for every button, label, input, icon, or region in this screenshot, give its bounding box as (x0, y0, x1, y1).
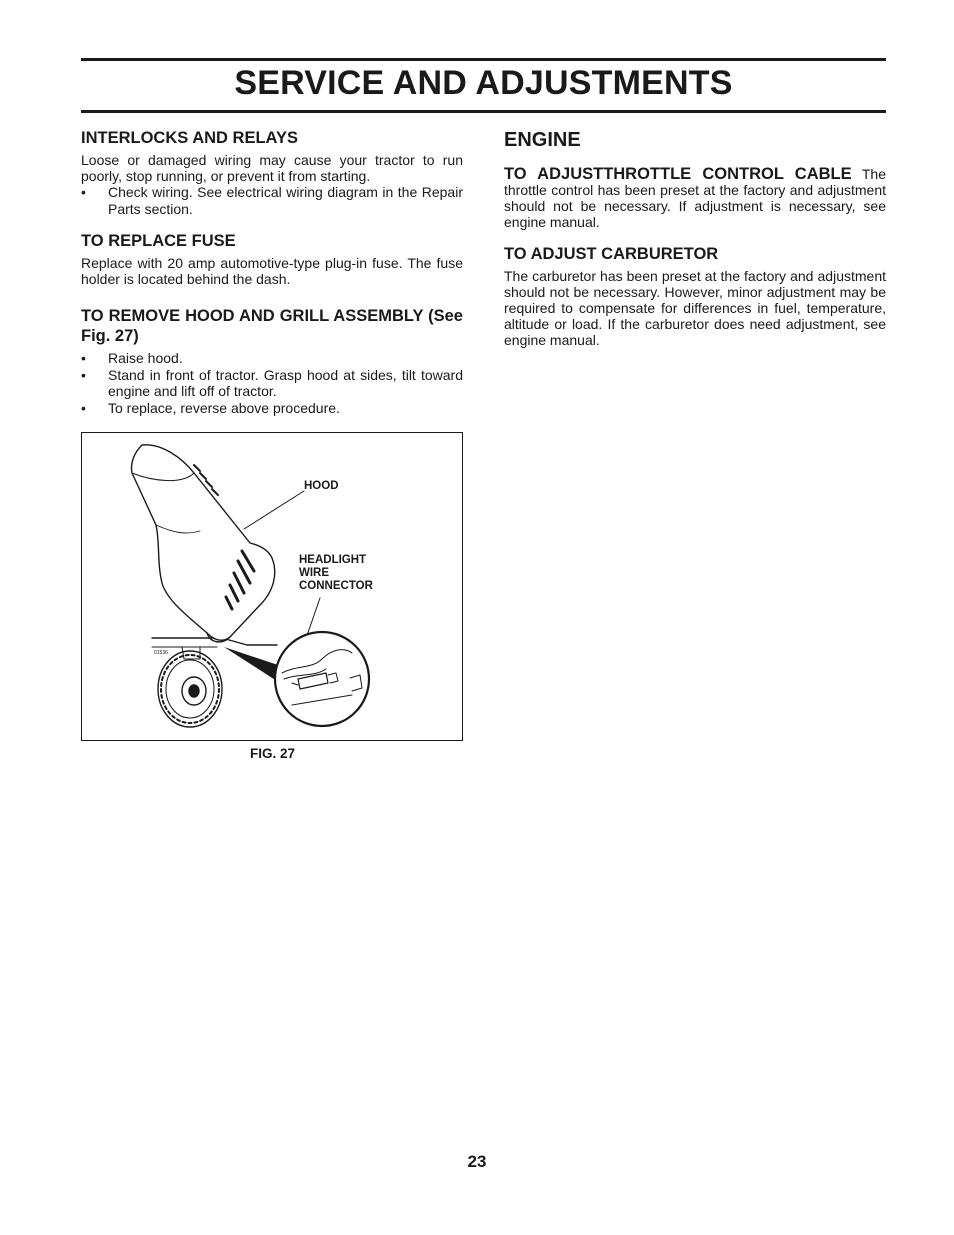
fuse-heading: TO REPLACE FUSE (81, 232, 236, 250)
left-column (81, 128, 463, 416)
bullet-text: Check wiring. See electrical wiring diagram in the Repair Parts section. (108, 184, 463, 217)
bullet-dot: • (81, 350, 86, 366)
list-item (81, 367, 463, 400)
interlocks-heading: INTERLOCKS AND RELAYS (81, 129, 298, 147)
fuse-body: Replace with 20 amp automotive-type plug-in fuse. The fuse holder is located behind the dash. (81, 255, 463, 287)
right-column (504, 128, 886, 348)
hood-outline (131, 445, 274, 640)
list-item (81, 184, 463, 217)
hood-section (81, 306, 463, 416)
bullet-text: Stand in front of tractor. Grasp hood at sides, tilt toward engine and lift off of tractor. (108, 366, 463, 399)
connector-callout (299, 554, 373, 593)
page-title: SERVICE AND ADJUSTMENTS (234, 64, 733, 102)
interlocks-bullets (81, 184, 463, 217)
bullet-dot: • (81, 184, 86, 200)
connector-callout-line3: CONNECTOR (299, 580, 373, 592)
hood-bullets (81, 350, 463, 416)
top-rule (81, 58, 886, 61)
throttle-heading: TO ADJUSTTHROTTLE CONTROL CABLE (504, 165, 852, 183)
throttle-section (504, 166, 886, 230)
figure-27 (81, 432, 463, 741)
carburetor-body: The carburetor has been preset at the factory and adjustment should not be necessary. However, minor adjustment may be required to compensate for differences in fuel, temperature, altitude or load. If the carburetor does need adjustment, see engine manual. (504, 268, 886, 348)
carburetor-heading: TO ADJUST CARBURETOR (504, 245, 719, 263)
bullet-dot: • (81, 399, 86, 416)
bottom-rule (81, 110, 886, 113)
hood-callout: HOOD (304, 480, 339, 492)
engine-heading: ENGINE (504, 129, 581, 151)
interlocks-body: Loose or damaged wiring may cause your tractor to run poorly, stop running, or prevent it from starting. (81, 152, 463, 184)
throttle-body: The throttle control has been preset at the factory and adjustment should not be necessary. If adjustment is necessary, see engine manual. (504, 166, 886, 230)
hood-heading: TO REMOVE HOOD AND GRILL ASSEMBLY (See Fig. 27) (81, 307, 463, 345)
list-item (81, 350, 463, 367)
bullet-text: To replace, reverse above procedure. (108, 399, 340, 416)
connector-callout-line1: HEADLIGHT (299, 554, 367, 566)
interlocks-section (81, 128, 463, 217)
figure-code: 01536 (154, 650, 168, 656)
hood-leader (244, 491, 304, 529)
hood-removal-illustration (82, 433, 462, 740)
list-item (81, 400, 463, 417)
bullet-text: Raise hood. (108, 350, 183, 366)
connector-callout-line2: WIRE (299, 567, 330, 579)
carburetor-section (504, 244, 886, 348)
fuse-section (81, 231, 463, 287)
throttle-paragraph (504, 166, 886, 230)
bullet-dot: • (81, 366, 86, 383)
figure-caption: FIG. 27 (249, 746, 295, 761)
page-number: 23 (467, 1152, 487, 1171)
